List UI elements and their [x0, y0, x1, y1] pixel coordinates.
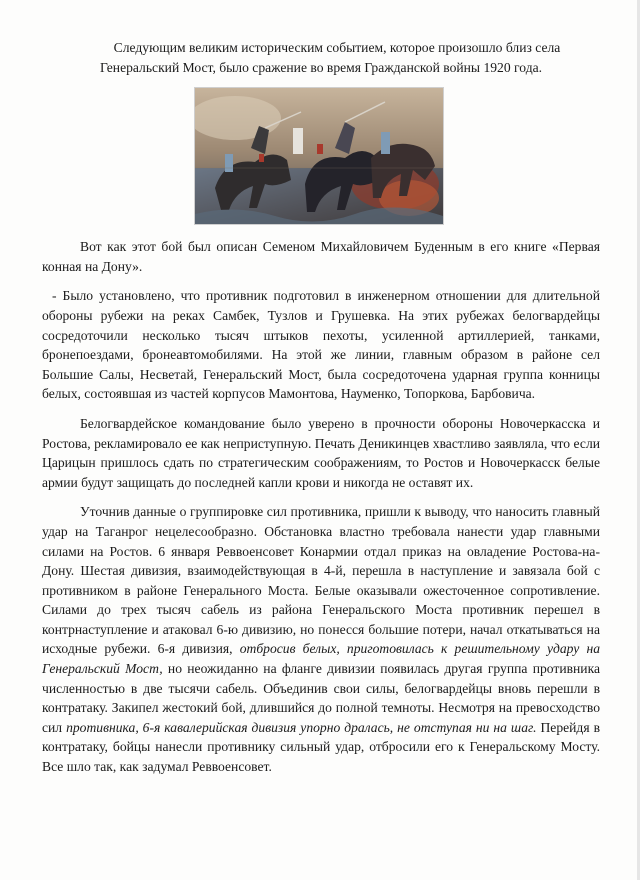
command-paragraph: Белогвардейское командование было уверено в прочности обороны Новочеркасска и Ростова, рекламировало ее как неприступную. Печать Деникинцев хвастливо заявляла, что если Царицын пришлось сдать по стратегическим соображениям, то Ростов и Новочеркасск белые армии будут защищать до последней капли крови и никогда не оставят их.: [42, 415, 600, 490]
battle-italic-2: противника, 6-я кавалерийская дивизия упорно дралась, не отступая ни на шаг.: [66, 719, 537, 735]
battle-text-end: Перейдя в контратаку, бойцы нанесли противнику сильный удар, отбросили его к Генеральскому Мосту. Все шло так, как задумал Реввоенсовет.: [42, 719, 600, 775]
battle-text-start: Уточнив данные о группировке сил противника, пришли к выводу, что наносить главный удар на Таганрог нецелесообразно. Обстановка властно требовала нанести удар главными силами на Ростов. 6 января Реввоенсовет Конармии отдал приказ на овладение Ростова-на-Дону. Шестая дивизия, взаимодействующая в 4-й, перешла в наступление и завязала бой с противником в районе Генерального Моста. Белые оказывали ожесточенное сопротивление. Силами до трех тысяч сабель из района Генеральского Моста противник перешел в контрнаступление и атаковал 6-ю дивизию, но понесся большие потери, начал откатываться на исходные рубежи. 6-я дивизия,: [42, 504, 600, 657]
battle-text-mid: но неожиданно на фланге дивизии появилась другая группа противника численностью в две тысячи сабель. Объединив свои силы, белогвардейцы вновь перешли в контратаку. Закипел жестокий бой, длившийся до полной темноты. Несмотря на превосходство сил: [42, 661, 600, 735]
battle-italic-1: отбросив белых, приготовилась к решительному удару на Генеральский Мост,: [42, 641, 601, 677]
defense-paragraph: - Было установлено, что противник подготовил в инженерном отношении для длительной обороны рубежи на реках Самбек, Тузлов и Грушевка. На этих рубежах белогвардейцы сосредоточили несколько тысяч штыков пехоты, усиленной артиллерией, танками, бронепоездами, бронеавтомобилями. На этой же линии, главным образом в районе сел Большие Салы, Несветай, Генеральский Мост, была сосредоточена ударная группа конницы белых, состоявшая из частей корпусов Мамонтова, Науменко, Топоркова, Барбовича.: [42, 288, 600, 402]
intro-paragraph: Следующим великим историческим событием, которое произошло близ села Генеральский Мост, было сражение во время Гражданской войны 1920 года.: [99, 40, 561, 75]
quote-intro-paragraph: Вот как этот бой был описан Семеном Михайловичем Буденным в его книге «Первая конная на Дону».: [42, 239, 600, 274]
battle-painting: [194, 87, 444, 225]
painting-cavalry-battle: [195, 88, 443, 224]
battle-paragraph: [42, 502, 600, 776]
document-body: [42, 38, 600, 777]
